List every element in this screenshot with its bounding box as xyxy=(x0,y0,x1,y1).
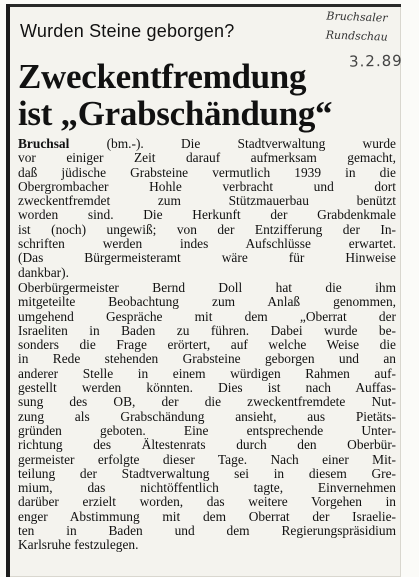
body-line: worden sind. Die Herkunft der Grabdenkmale xyxy=(18,207,396,223)
body-line: mitgeteilte Beobachtung zum Anlaß genommen, xyxy=(18,294,396,310)
body-line: gründen geboten. Eine entsprechende Unter- xyxy=(18,422,396,438)
body-line: darüber erzielt worden, das weitere Vorgehen in xyxy=(18,494,396,510)
article-kicker: Wurden Steine geborgen? xyxy=(20,21,235,41)
body-line: ten in Baden und dem Regierungspräsidium xyxy=(18,523,396,539)
body-line-text: (bm.-). Die Stadtverwaltung wurde xyxy=(69,136,396,151)
body-line: zung als Grabschändung ansieht, aus Pietäts- xyxy=(18,408,396,424)
body-line: zweckentfremdet zum Stützmauerbau benützt xyxy=(18,193,396,209)
body-line: (Das Bürgermeisteramt wäre für Hinweise xyxy=(18,250,396,266)
paragraph-1 xyxy=(18,137,396,280)
body-line: Oberbürgermeister Bernd Doll hat die ihm xyxy=(18,279,396,295)
body-line: sung des OB, der die zweckentfremdete Nut- xyxy=(18,394,396,410)
handwritten-source-note xyxy=(325,6,414,47)
body-line: germeister erfolgte dieser Tage. Nach einer Mit- xyxy=(18,451,396,467)
body-line: daß jüdische Grabsteine vermutlich 1939 in die xyxy=(18,164,396,180)
body-line: umgehend Gespräche mit dem „Oberrat der xyxy=(18,308,396,324)
article-headline xyxy=(18,58,378,132)
body-line: teilung der Stadtverwaltung sei in diesem Gre- xyxy=(18,465,396,481)
body-line: richtung des Ältestenrats durch den Oberbür- xyxy=(18,437,396,453)
body-line: Israeliten in Baden zu führen. Dabei wurde be- xyxy=(18,322,396,338)
body-line: anderer Stelle in einem würdigen Rahmen auf- xyxy=(18,365,396,381)
body-line: in Rede stehenden Grabsteine geborgen und an xyxy=(18,351,396,367)
body-line: Obergrombacher Hohle verbracht und dort xyxy=(18,178,396,194)
body-line: Karlsruhe festzulegen. xyxy=(18,537,139,553)
body-line: sonders die Frage erörtert, auf welche Weise die xyxy=(18,337,396,353)
body-line: enger Abstimmung mit dem Oberrat der Israelie- xyxy=(18,508,396,524)
body-line: ist (noch) ungewiß; von der Entzifferung der In- xyxy=(18,221,396,237)
body-line xyxy=(18,137,396,151)
clipping-left-edge xyxy=(6,4,10,577)
handwritten-source-line2: Rundschau xyxy=(325,28,388,44)
headline-line2: ist „Grabschändung“ xyxy=(18,94,333,133)
body-line: vor einiger Zeit darauf aufmerksam gemacht, xyxy=(18,150,396,166)
handwritten-source-line1: Bruchsaler xyxy=(326,9,388,25)
headline-line1: Zweckentfremdung xyxy=(18,57,307,96)
handwritten-date: 3.2.89 xyxy=(348,51,403,71)
paragraph-2 xyxy=(18,281,396,553)
body-line: schriften werden indes Aufschlüsse erwartet. xyxy=(18,236,396,252)
body-line: mium, das nichtöffentlich tagte, Einvernehmen xyxy=(18,480,396,496)
body-line: gestellt werden könnten. Dies ist nach Auffas- xyxy=(18,380,396,396)
article-body xyxy=(18,137,396,553)
dateline: Bruchsal xyxy=(18,136,70,151)
body-line: dankbar). xyxy=(18,264,69,280)
